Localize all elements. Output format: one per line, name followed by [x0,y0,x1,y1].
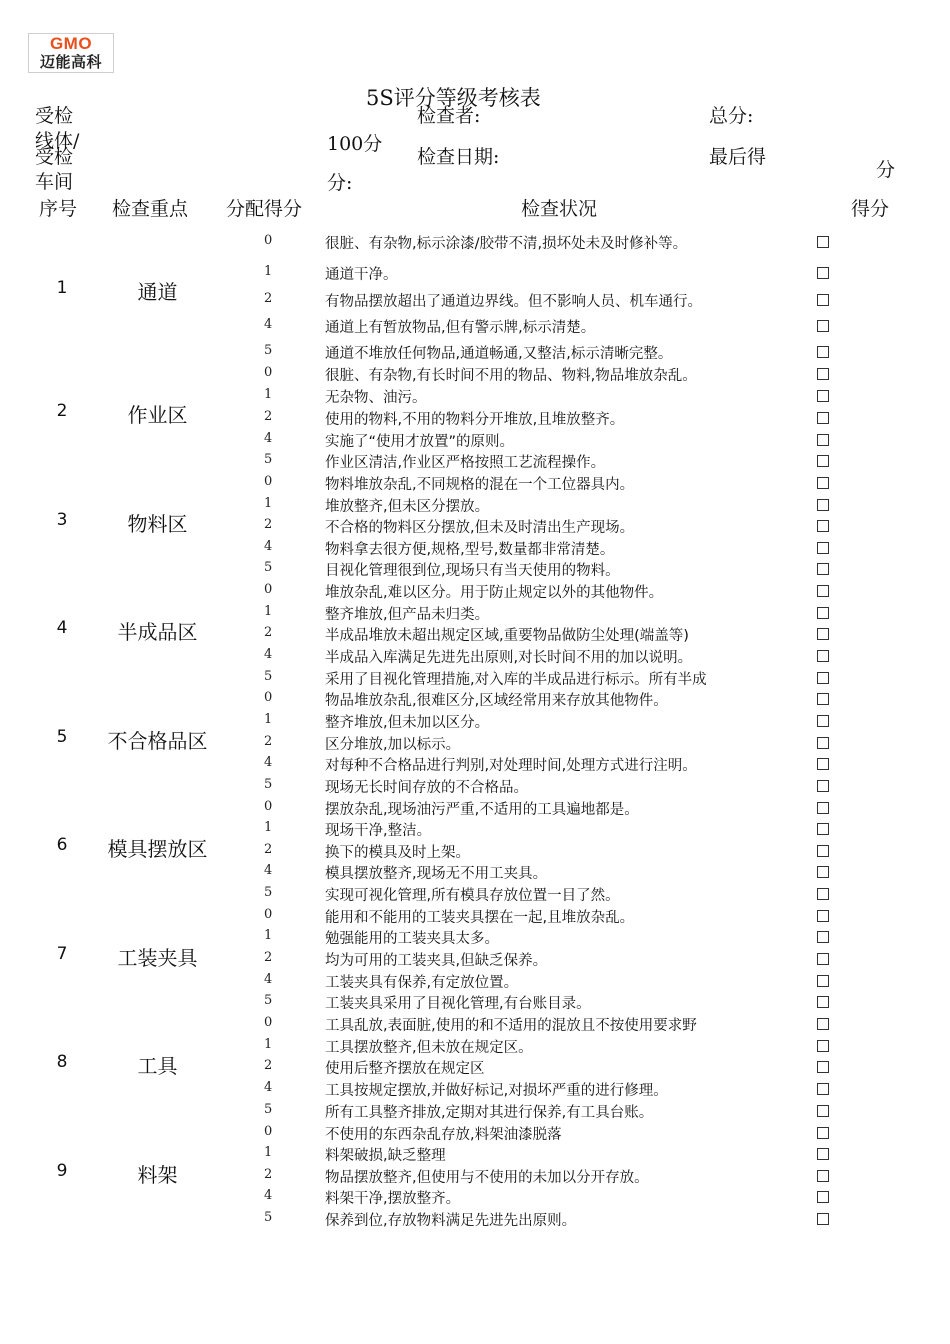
criteria-description: 所有工具整齐排放,定期对其进行保养,有工具台账。 [325,1105,654,1121]
criteria-description: 整齐堆放,但未加以区分。 [325,715,490,731]
score-option: 0 [264,233,273,248]
score-checkbox[interactable] [817,607,829,619]
criteria-description: 使用后整齐摆放在规定区 [325,1061,485,1077]
score-checkbox[interactable] [817,520,829,532]
criteria-description: 半成品入库满足先进先出原则,对长时间不用的加以说明。 [325,650,693,666]
score-checkbox[interactable] [817,802,829,814]
criteria-description: 通道上有暂放物品,但有警示牌,标示清楚。 [325,320,596,336]
category-name: 通道 [137,280,178,304]
column-header-no: 序号 [39,198,78,220]
score-checkbox[interactable] [817,1061,829,1073]
score-checkbox[interactable] [817,910,829,922]
criteria-description: 不合格的物料区分摆放,但未及时清出生产现场。 [325,520,635,536]
score-option: 5 [264,777,273,792]
category-number: 7 [56,944,68,964]
criteria-description: 现场无长时间存放的不合格品。 [325,780,528,796]
criteria-description: 能用和不能用的工装夹具摆在一起,且堆放杂乱。 [325,910,635,926]
inspector-label: 检查者: [417,105,481,127]
criteria-description: 均为可用的工装夹具,但缺乏保养。 [325,953,548,969]
score-checkbox[interactable] [817,1213,829,1225]
score-checkbox[interactable] [817,368,829,380]
full-score-label: 100分 [327,133,383,155]
score-option: 4 [264,972,273,987]
category-name: 物料区 [127,512,188,536]
score-option: 1 [264,387,273,402]
score-checkbox[interactable] [817,650,829,662]
score-option: 2 [264,517,273,532]
full-score-label-unit: 分: [327,172,353,194]
score-checkbox[interactable] [817,737,829,749]
criteria-description: 堆放杂乱,难以区分。用于防止规定以外的其他物件。 [325,585,664,601]
score-checkbox[interactable] [817,866,829,878]
criteria-description: 工装夹具采用了目视化管理,有台账目录。 [325,996,591,1012]
criteria-description: 作业区清洁,作业区严格按照工艺流程操作。 [325,455,606,471]
criteria-description: 很脏、有杂物,标示涂漆/胶带不清,损坏处未及时修补等。 [325,236,688,252]
score-checkbox[interactable] [817,563,829,575]
criteria-description: 目视化管理很到位,现场只有当天使用的物料。 [325,563,620,579]
criteria-description: 整齐堆放,但产品未归类。 [325,607,490,623]
score-option: 4 [264,1188,273,1203]
score-option: 0 [264,799,273,814]
score-checkbox[interactable] [817,1170,829,1182]
score-checkbox[interactable] [817,499,829,511]
score-option: 5 [264,1102,273,1117]
score-checkbox[interactable] [817,434,829,446]
score-option: 2 [264,409,273,424]
category-number: 4 [56,618,68,638]
score-option: 4 [264,317,273,332]
score-option: 4 [264,647,273,662]
score-option: 2 [264,625,273,640]
score-option: 2 [264,950,273,965]
logo-brand: GMO [49,34,93,53]
score-option: 4 [264,431,273,446]
score-checkbox[interactable] [817,267,829,279]
category-number: 8 [56,1052,68,1072]
inspected-label-2: 线体/ [35,130,80,152]
category-name: 半成品区 [117,620,198,644]
score-checkbox[interactable] [817,693,829,705]
score-option: 0 [264,582,273,597]
score-checkbox[interactable] [817,953,829,965]
criteria-description: 现场干净,整洁。 [325,823,432,839]
category-number: 2 [56,401,68,421]
category-name: 料架 [137,1163,178,1187]
score-option: 2 [264,842,273,857]
category-name: 作业区 [127,403,188,427]
inspection-date-label: 检查日期: [417,146,500,168]
criteria-description: 保养到位,存放物料满足先进先出原则。 [325,1213,577,1229]
column-header-score: 得分 [851,198,890,220]
score-option: 4 [264,755,273,770]
score-option: 2 [264,734,273,749]
score-option: 0 [264,1124,273,1139]
company-logo [28,33,114,73]
column-header-alloc: 分配得分 [226,198,303,220]
criteria-description: 不使用的东西杂乱存放,料架油漆脱落 [325,1127,562,1143]
score-option: 0 [264,474,273,489]
category-name: 工具 [137,1054,178,1078]
score-option: 1 [264,264,273,279]
score-checkbox[interactable] [817,1040,829,1052]
logo-company-name: 迈能高科 [39,53,102,71]
score-option: 5 [264,560,273,575]
inspected-label-3: 受检 [35,146,74,168]
score-checkbox[interactable] [817,975,829,987]
criteria-description: 实施了“使用才放置”的原则。 [325,434,515,450]
score-option: 1 [264,928,273,943]
score-option: 0 [264,365,273,380]
criteria-description: 工装夹具有保养,有定放位置。 [325,975,519,991]
score-option: 5 [264,343,273,358]
column-header-focus: 检查重点 [112,198,189,220]
score-checkbox[interactable] [817,477,829,489]
score-option: 5 [264,1210,273,1225]
score-checkbox[interactable] [817,1083,829,1095]
category-name: 模具摆放区 [107,837,208,861]
score-option: 5 [264,993,273,1008]
score-checkbox[interactable] [817,346,829,358]
criteria-description: 换下的模具及时上架。 [325,845,470,861]
criteria-description: 半成品堆放未超出规定区域,重要物品做防尘处理(端盖等) [325,628,689,644]
score-checkbox[interactable] [817,672,829,684]
score-checkbox[interactable] [817,758,829,770]
category-name: 不合格品区 [107,729,208,753]
criteria-description: 通道不堆放任何物品,通道畅通,又整洁,标示清晰完整。 [325,346,673,362]
score-checkbox[interactable] [817,715,829,727]
final-score-label: 最后得 [709,146,767,168]
column-header-status: 检查状况 [521,198,598,220]
score-option: 2 [264,291,273,306]
category-number: 1 [56,278,68,298]
score-checkbox[interactable] [817,1018,829,1030]
inspected-label-1: 受检 [35,105,74,127]
score-option: 4 [264,1080,273,1095]
criteria-description: 物品摆放整齐,但使用与不使用的未加以分开存放。 [325,1170,649,1186]
criteria-description: 堆放整齐,但未区分摆放。 [325,499,490,515]
score-option: 2 [264,1167,273,1182]
score-option: 5 [264,452,273,467]
score-option: 1 [264,820,273,835]
criteria-description: 无杂物、油污。 [325,390,427,406]
inspected-label-4: 车间 [35,171,74,193]
score-option: 5 [264,885,273,900]
score-option: 0 [264,907,273,922]
criteria-description: 工具摆放整齐,但未放在规定区。 [325,1040,533,1056]
criteria-description: 有物品摆放超出了通道边界线。但不影响人员、机车通行。 [325,294,702,310]
criteria-description: 对每种不合格品进行判别,对处理时间,处理方式进行注明。 [325,758,697,774]
score-checkbox[interactable] [817,931,829,943]
criteria-description: 工具按规定摆放,并做好标记,对损坏严重的进行修理。 [325,1083,668,1099]
score-checkbox[interactable] [817,320,829,332]
score-checkbox[interactable] [817,1148,829,1160]
score-checkbox[interactable] [817,236,829,248]
criteria-description: 使用的物料,不用的物料分开堆放,且堆放整齐。 [325,412,625,428]
criteria-description: 实现可视化管理,所有模具存放位置一目了然。 [325,888,620,904]
score-checkbox[interactable] [817,628,829,640]
category-number: 3 [56,510,68,530]
score-checkbox[interactable] [817,542,829,554]
score-checkbox[interactable] [817,823,829,835]
score-checkbox[interactable] [817,412,829,424]
score-option: 0 [264,1015,273,1030]
score-checkbox[interactable] [817,845,829,857]
criteria-description: 采用了目视化管理措施,对入库的半成品进行标示。所有半成 [325,672,707,688]
score-checkbox[interactable] [817,1105,829,1117]
criteria-description: 勉强能用的工装夹具太多。 [325,931,499,947]
score-option: 2 [264,1058,273,1073]
score-checkbox[interactable] [817,780,829,792]
score-option: 1 [264,604,273,619]
criteria-description: 模具摆放整齐,现场无不用工夹具。 [325,866,548,882]
final-score-label-unit: 分 [876,159,896,181]
score-option: 5 [264,669,273,684]
criteria-description: 物品堆放杂乱,很难区分,区域经常用来存放其他物件。 [325,693,668,709]
score-option: 1 [264,1037,273,1052]
score-checkbox[interactable] [817,1127,829,1139]
score-option: 4 [264,863,273,878]
score-option: 4 [264,539,273,554]
criteria-description: 区分堆放,加以标示。 [325,737,461,753]
criteria-description: 工具乱放,表面脏,使用的和不适用的混放且不按使用要求野 [325,1018,697,1034]
category-name: 工装夹具 [117,946,198,970]
criteria-description: 摆放杂乱,现场油污严重,不适用的工具遍地都是。 [325,802,639,818]
category-number: 9 [56,1161,68,1181]
score-option: 1 [264,496,273,511]
score-checkbox[interactable] [817,1191,829,1203]
category-number: 6 [56,835,68,855]
total-score-label: 总分: [709,105,754,127]
page-title: 5S评分等级考核表 [366,86,541,110]
criteria-description: 料架干净,摆放整齐。 [325,1191,461,1207]
score-checkbox[interactable] [817,888,829,900]
score-option: 1 [264,1145,273,1160]
score-checkbox[interactable] [817,455,829,467]
score-option: 0 [264,690,273,705]
criteria-description: 料架破损,缺乏整理 [325,1148,446,1164]
criteria-description: 物料拿去很方便,规格,型号,数量都非常清楚。 [325,542,615,558]
criteria-description: 很脏、有杂物,有长时间不用的物品、物料,物品堆放杂乱。 [325,368,697,384]
score-checkbox[interactable] [817,390,829,402]
criteria-description: 通道干净。 [325,267,398,283]
score-option: 1 [264,712,273,727]
score-checkbox[interactable] [817,294,829,306]
criteria-description: 物料堆放杂乱,不同规格的混在一个工位器具内。 [325,477,635,493]
score-checkbox[interactable] [817,585,829,597]
score-checkbox[interactable] [817,996,829,1008]
category-number: 5 [56,727,68,747]
